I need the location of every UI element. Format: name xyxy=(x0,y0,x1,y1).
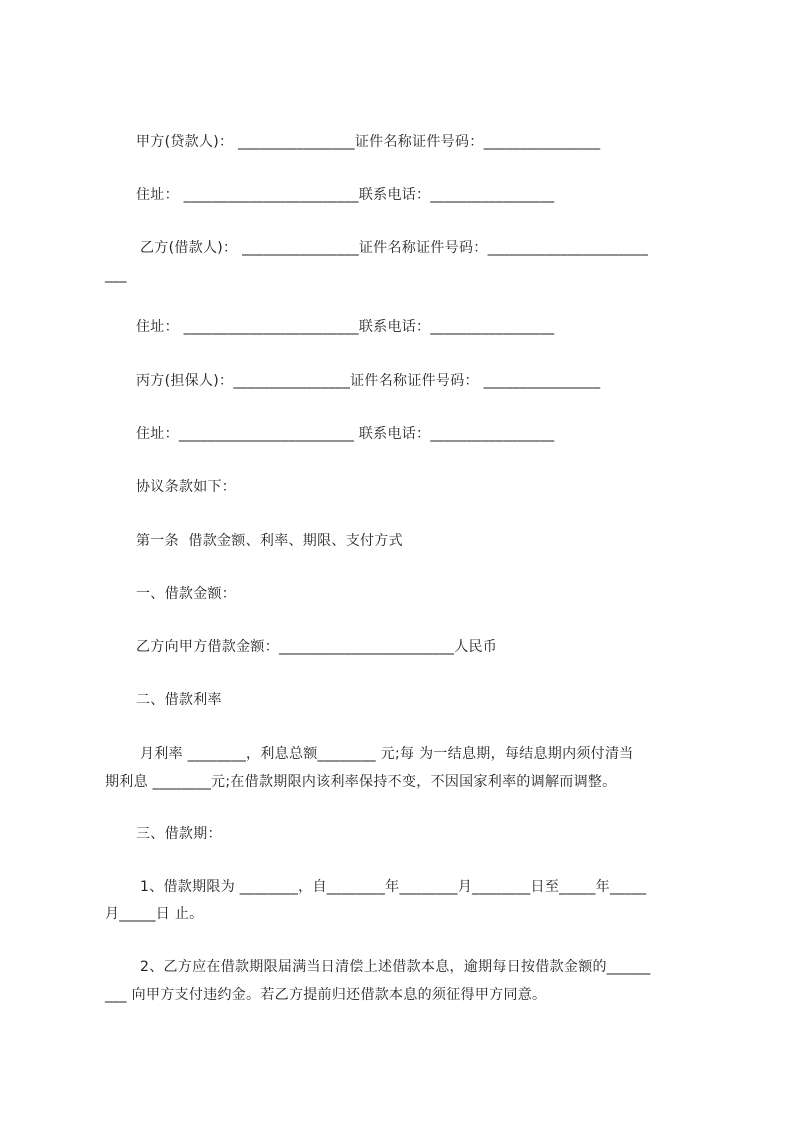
party-a-line: 甲方(贷款人)： ________________证件名称证件号码：________________ xyxy=(136,134,601,150)
party-a-address-line: 住址： ________________________联系电话：_________________ xyxy=(136,187,555,203)
section-amount-heading: 一、借款金额： xyxy=(136,586,237,602)
term-item-2-line-2: ___ 向甲方支付违约金。若乙方提前归还借款本息的须征得甲方同意。 xyxy=(105,987,547,1003)
party-b-line-continuation: ___ xyxy=(105,267,127,283)
section-rate-heading: 二、借款利率 xyxy=(136,692,222,708)
term-item-1-line-2: 月_____日 止。 xyxy=(105,906,204,922)
section-amount-text: 乙方向甲方借款金额：________________________人民币 xyxy=(136,639,498,655)
section-rate-text-line-1: 月利率 ________，利息总额________ 元;每 为一结息期，每结息期内须付清当 xyxy=(140,746,634,762)
party-c-line: 丙方(担保人)：________________证件名称证件号码： ________________ xyxy=(136,373,601,389)
article-1-title: 第一条 借款金额、利率、期限、支付方式 xyxy=(136,533,403,549)
party-b-line: 乙方(借款人)： ________________证件名称证件号码：______________________ xyxy=(140,240,649,256)
term-item-2-line-1: 2、乙方应在借款期限届满当日清偿上述借款本息，逾期每日按借款金额的______ xyxy=(140,959,651,975)
party-b-address-line: 住址： ________________________联系电话：_________________ xyxy=(136,319,555,335)
party-c-address-line: 住址：________________________ 联系电话：_________________ xyxy=(136,426,555,442)
section-term-heading: 三、借款期： xyxy=(136,826,222,842)
term-item-1-line-1: 1、借款期限为 ________，自________年________月________日至_____年_____ xyxy=(140,879,647,895)
agreement-intro: 协议条款如下： xyxy=(136,479,237,495)
section-rate-text-line-2: 期利息 ________元;在借款期限内该利率保持不变，不因国家利率的调解而调整。 xyxy=(105,774,617,790)
